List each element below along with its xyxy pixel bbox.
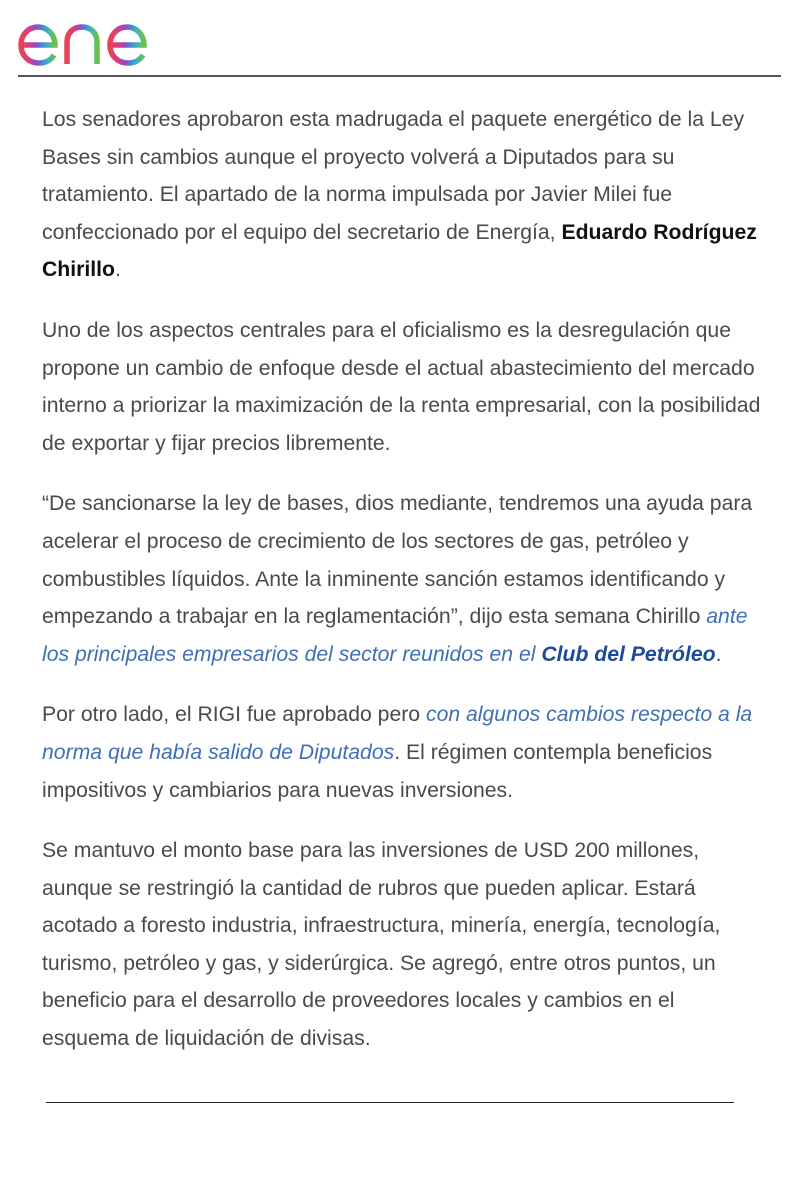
paragraph-text: Los senadores aprobaron esta madrugada el paquete energético de la Ley Bases sin cambios aunque el proyecto volverá a Diputados para su tratamiento. El apartado de la norma impulsada por Javier Milei fue confeccionado por el equipo del secretario de Energía, [42,108,745,244]
cambios-diputados-link[interactable]: con algunos cambios respecto a la norma que había salido de Diputados [42,703,753,764]
paragraph-text: “De sancionarse la ley de bases, dios mediante, tendremos una ayuda para acelerar el proceso de crecimiento de los sectores de gas, petróleo y combustibles líquidos. Ante la inminente sanción estamos identificando y empezando a trabajar en la reglamentación”, dijo esta semana Chirillo [42,492,753,629]
paragraph-text: Uno de los aspectos centrales para el oficialismo es la desregulación que propone un cambio de enfoque desde el actual abastecimiento del mercado interno a priorizar la maximización de la renta empresarial, con la posibilidad de exportar y fijar precios libremente. [42,318,761,455]
site-header [18,0,781,77]
enel-logo-icon [18,6,188,70]
bold-name: Eduardo Rodríguez Chirillo [42,220,757,282]
paragraph-end: . [114,258,121,282]
paragraph-text: Por otro lado, el RIGI fue aprobado pero [42,703,426,727]
paragraph-1 [42,101,762,289]
link-text: ante los principales empresarios del sector reunidos en el [42,605,748,666]
paragraph-text: Se mantuvo el monto base para las inversiones de USD 200 millones, aunque se restringió la cantidad de rubros que pueden aplicar. Estará acotado a foresto industria, infraestructura, minería, energía, tecnología, turismo, petróleo y gas, y siderúrgica. Se agregó, entre otros puntos, un beneficio para el desarrollo de proveedores locales y cambios en el esquema de liquidación de divisas. [42,839,721,1051]
paragraph-end: . [715,642,722,666]
footer-divider [46,1102,734,1103]
paragraph-2 [42,312,762,462]
enel-logo[interactable] [18,6,188,70]
paragraph-5 [42,832,762,1058]
link-bold: Club del Petróleo [541,642,716,666]
paragraph-4 [42,696,762,809]
paragraph-3 [42,485,762,673]
article-body [42,101,762,1081]
paragraph-end: . El régimen contempla beneficios impositivos y cambiarios para nuevas inversiones. [42,740,713,802]
